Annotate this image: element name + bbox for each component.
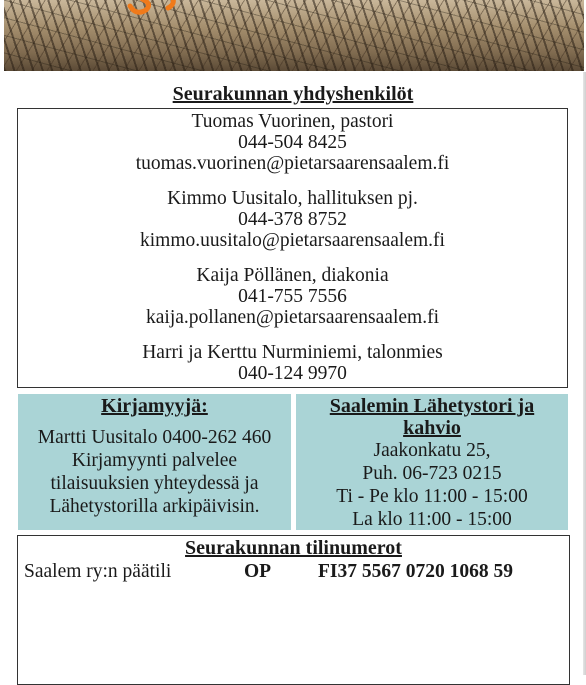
shop-address: Jaakonkatu 25, <box>373 440 491 461</box>
header-banner-photo <box>4 0 584 71</box>
logo-fragment-icon <box>124 0 184 20</box>
accounts-heading: Seurakunnan tilinumerot <box>185 537 402 559</box>
book-sales-box <box>18 394 291 530</box>
account-bank: OP <box>244 561 272 582</box>
contact-entry <box>18 342 567 384</box>
contact-email[interactable]: kaija.pollanen@pietarsaarensaalem.fi <box>146 307 439 328</box>
shop-phone: Puh. 06-723 0215 <box>362 463 502 484</box>
account-row <box>18 561 569 587</box>
mission-shop-title: Saalemin Lähetystori ja kahvio <box>329 395 535 439</box>
contact-entry <box>18 111 567 174</box>
contact-email[interactable]: kimmo.uusitalo@pietarsaarensaalem.fi <box>140 230 445 251</box>
book-sales-text: tilaisuuksien yhteydessä ja <box>50 473 259 494</box>
contact-name-role: Tuomas Vuorinen, pastori <box>191 111 394 132</box>
account-name: Saalem ry:n päätili <box>24 561 172 582</box>
contact-name-role: Kaija Pöllänen, diakonia <box>196 265 389 286</box>
contact-phone: 044-504 8425 <box>238 132 347 153</box>
contacts-heading: Seurakunnan yhdyshenkilöt <box>172 83 414 105</box>
contact-name-role: Harri ja Kerttu Nurminiemi, talonmies <box>142 342 443 363</box>
contact-email[interactable]: tuomas.vuorinen@pietarsaarensaalem.fi <box>135 153 450 174</box>
contact-phone: 040-124 9970 <box>238 363 347 384</box>
contact-phone: 041-755 7556 <box>238 286 347 307</box>
book-sales-title: Kirjamyyjä: <box>101 395 208 417</box>
contacts-box <box>17 108 568 388</box>
shop-hours-saturday: La klo 11:00 - 15:00 <box>352 509 512 530</box>
shop-hours-weekday: Ti - Pe klo 11:00 - 15:00 <box>336 486 528 507</box>
contact-entry <box>18 265 567 328</box>
accounts-box <box>17 535 570 685</box>
account-iban: FI37 5567 0720 1068 59 <box>318 561 513 582</box>
contact-name-role: Kimmo Uusitalo, hallituksen pj. <box>167 188 418 209</box>
book-sales-text: Kirjamyynti palvelee <box>71 450 238 471</box>
book-seller-line: Martti Uusitalo 0400-262 460 <box>37 427 272 448</box>
contact-phone: 044-378 8752 <box>238 209 347 230</box>
book-sales-text: Lähetystorilla arkipäivisin. <box>49 496 260 517</box>
contact-entry <box>18 188 567 251</box>
mission-shop-box <box>296 394 568 530</box>
